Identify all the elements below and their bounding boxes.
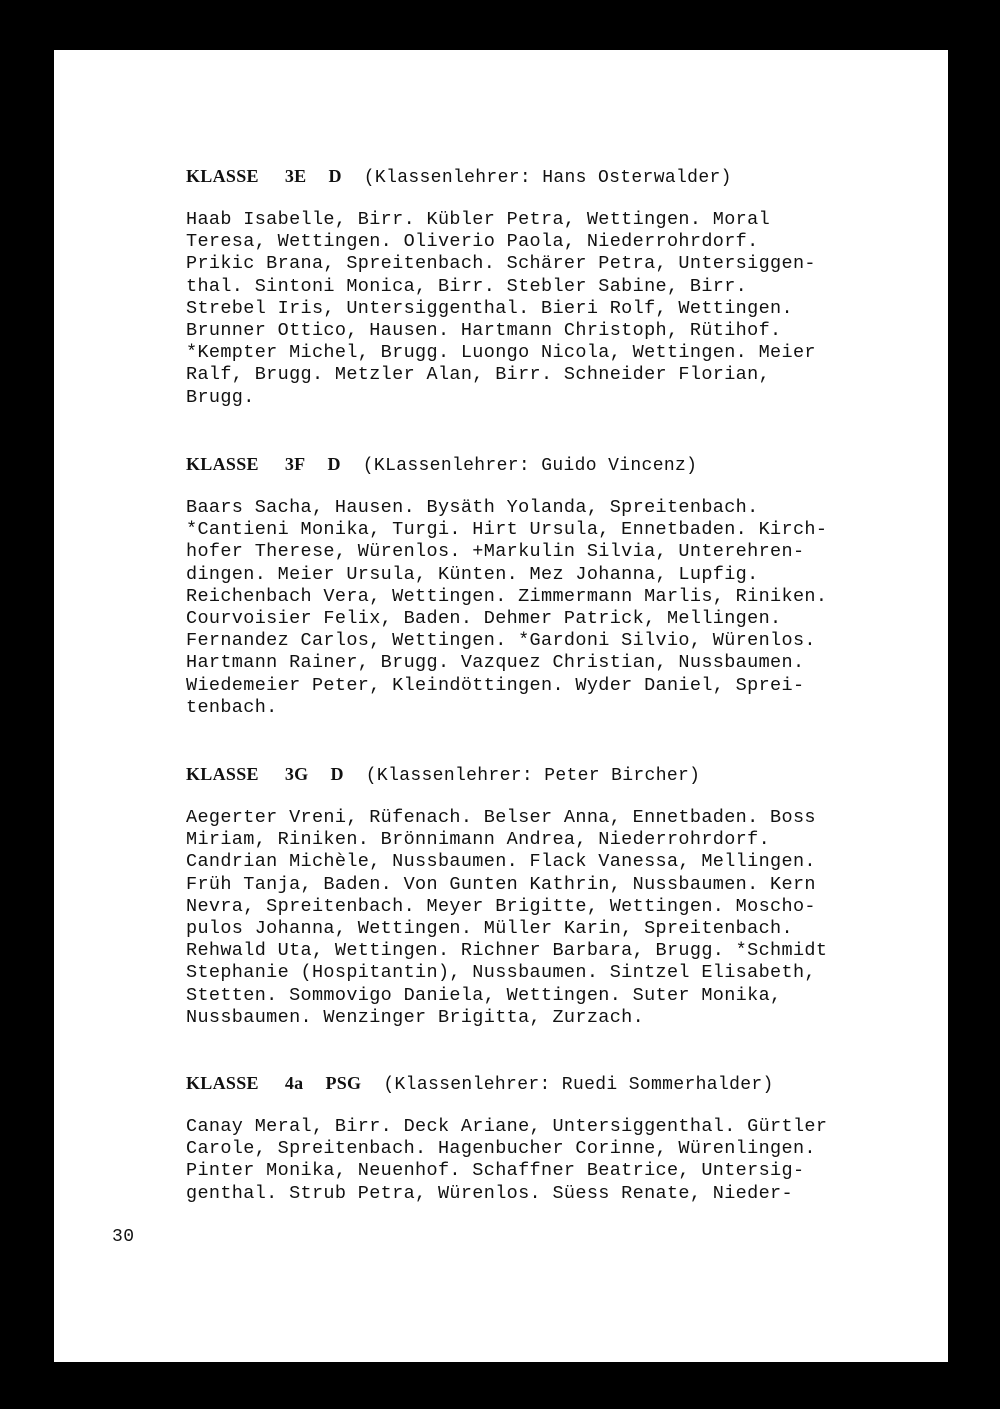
- text-line: Nevra, Spreitenbach. Meyer Brigitte, Wettingen. Moscho-: [186, 895, 816, 917]
- class-teacher: (KLassenlehrer: Guido Vincenz): [362, 456, 698, 476]
- text-line: Nussbaumen. Wenzinger Brigitta, Zurzach.: [186, 1006, 645, 1028]
- text-line: dingen. Meier Ursula, Künten. Mez Johanna, Lupfig.: [186, 563, 759, 585]
- class-heading: [186, 1070, 906, 1096]
- student-list: [186, 1116, 906, 1205]
- text-line: Haab Isabelle, Birr. Kübler Petra, Wettingen. Moral: [186, 209, 771, 230]
- text-line: Hartmann Rainer, Brugg. Vazquez Christian, Nussbaumen.: [186, 652, 805, 674]
- class-section-3f: [186, 451, 906, 719]
- class-section-3g: [186, 761, 906, 1029]
- class-code: 3E: [284, 166, 307, 186]
- page-number: 30: [112, 1227, 135, 1247]
- text-line: Reichenbach Vera, Wettingen. Zimmermann Marlis, Riniken.: [186, 585, 828, 607]
- text-line: pulos Johanna, Wettingen. Müller Karin, Spreitenbach.: [186, 917, 793, 939]
- klasse-label: KLASSE: [186, 166, 259, 186]
- text-line: Rehwald Uta, Wettingen. Richner Barbara, Brugg. *Schmidt: [186, 940, 828, 962]
- text-line: Miriam, Riniken. Brönnimann Andrea, Niederrohrdorf.: [186, 829, 771, 851]
- text-line: Baars Sacha, Hausen. Bysäth Yolanda, Spreitenbach.: [186, 497, 759, 518]
- text-line: thal. Sintoni Monica, Birr. Stebler Sabine, Birr.: [186, 275, 748, 297]
- text-line: Stetten. Sommovigo Daniela, Wettingen. Suter Monika,: [186, 984, 782, 1006]
- text-line: Courvoisier Felix, Baden. Dehmer Patrick, Mellingen.: [186, 607, 782, 629]
- class-heading: [186, 451, 906, 477]
- klasse-label: KLASSE: [186, 454, 259, 474]
- class-type: D: [328, 166, 342, 186]
- text-line: Prikic Brana, Spreitenbach. Schärer Petra, Untersiggen-: [186, 253, 816, 275]
- class-code: 3G: [284, 764, 309, 784]
- class-type: D: [330, 764, 344, 784]
- text-line: Pinter Monika, Neuenhof. Schaffner Beatrice, Untersig-: [186, 1160, 805, 1182]
- text-line: Aegerter Vreni, Rüfenach. Belser Anna, Ennetbaden. Boss: [186, 807, 816, 828]
- text-line: Fernandez Carlos, Wettingen. *Gardoni Silvio, Würenlos.: [186, 630, 816, 652]
- text-line: Stephanie (Hospitantin), Nussbaumen. Sintzel Elisabeth,: [186, 962, 816, 984]
- text-line: Canay Meral, Birr. Deck Ariane, Untersiggenthal. Gürtler: [186, 1116, 828, 1137]
- text-line: *Cantieni Monika, Turgi. Hirt Ursula, Ennetbaden. Kirch-: [186, 519, 828, 541]
- student-list: [186, 209, 906, 409]
- student-list: [186, 807, 906, 1029]
- text-line: Ralf, Brugg. Metzler Alan, Birr. Schneider Florian,: [186, 364, 771, 386]
- class-section-3e: [186, 163, 906, 409]
- class-type: PSG: [325, 1073, 362, 1093]
- class-section-4a: [186, 1070, 906, 1205]
- klasse-label: KLASSE: [186, 764, 259, 784]
- text-line: Strebel Iris, Untersiggenthal. Bieri Rolf, Wettingen.: [186, 297, 793, 319]
- text-line: Früh Tanja, Baden. Von Gunten Kathrin, Nussbaumen. Kern: [186, 873, 816, 895]
- class-heading: [186, 761, 906, 787]
- student-list: [186, 497, 906, 719]
- klasse-label: KLASSE: [186, 1073, 259, 1093]
- text-line: hofer Therese, Würenlos. +Markulin Silvia, Unterehren-: [186, 541, 805, 563]
- text-line: tenbach.: [186, 696, 278, 718]
- text-line: Brugg.: [186, 386, 255, 408]
- text-line: Wiedemeier Peter, Kleindöttingen. Wyder Daniel, Sprei-: [186, 674, 805, 696]
- class-teacher: (Klassenlehrer: Ruedi Sommerhalder): [383, 1075, 774, 1095]
- text-line: Candrian Michèle, Nussbaumen. Flack Vanessa, Mellingen.: [186, 851, 816, 873]
- text-line: *Kempter Michel, Brugg. Luongo Nicola, Wettingen. Meier: [186, 342, 816, 364]
- scanned-page: [54, 50, 948, 1362]
- class-type: D: [327, 454, 341, 474]
- class-code: 3F: [284, 454, 306, 474]
- class-teacher: (Klassenlehrer: Peter Bircher): [365, 766, 701, 786]
- text-line: Brunner Ottico, Hausen. Hartmann Christoph, Rütihof.: [186, 319, 782, 341]
- text-line: Teresa, Wettingen. Oliverio Paola, Niederrohrdorf.: [186, 231, 759, 253]
- text-line: genthal. Strub Petra, Würenlos. Süess Renate, Nieder-: [186, 1182, 793, 1204]
- class-code: 4a: [284, 1073, 304, 1093]
- class-heading: [186, 163, 906, 189]
- text-line: Carole, Spreitenbach. Hagenbucher Corinne, Würenlingen.: [186, 1138, 816, 1160]
- class-teacher: (Klassenlehrer: Hans Osterwalder): [363, 168, 732, 188]
